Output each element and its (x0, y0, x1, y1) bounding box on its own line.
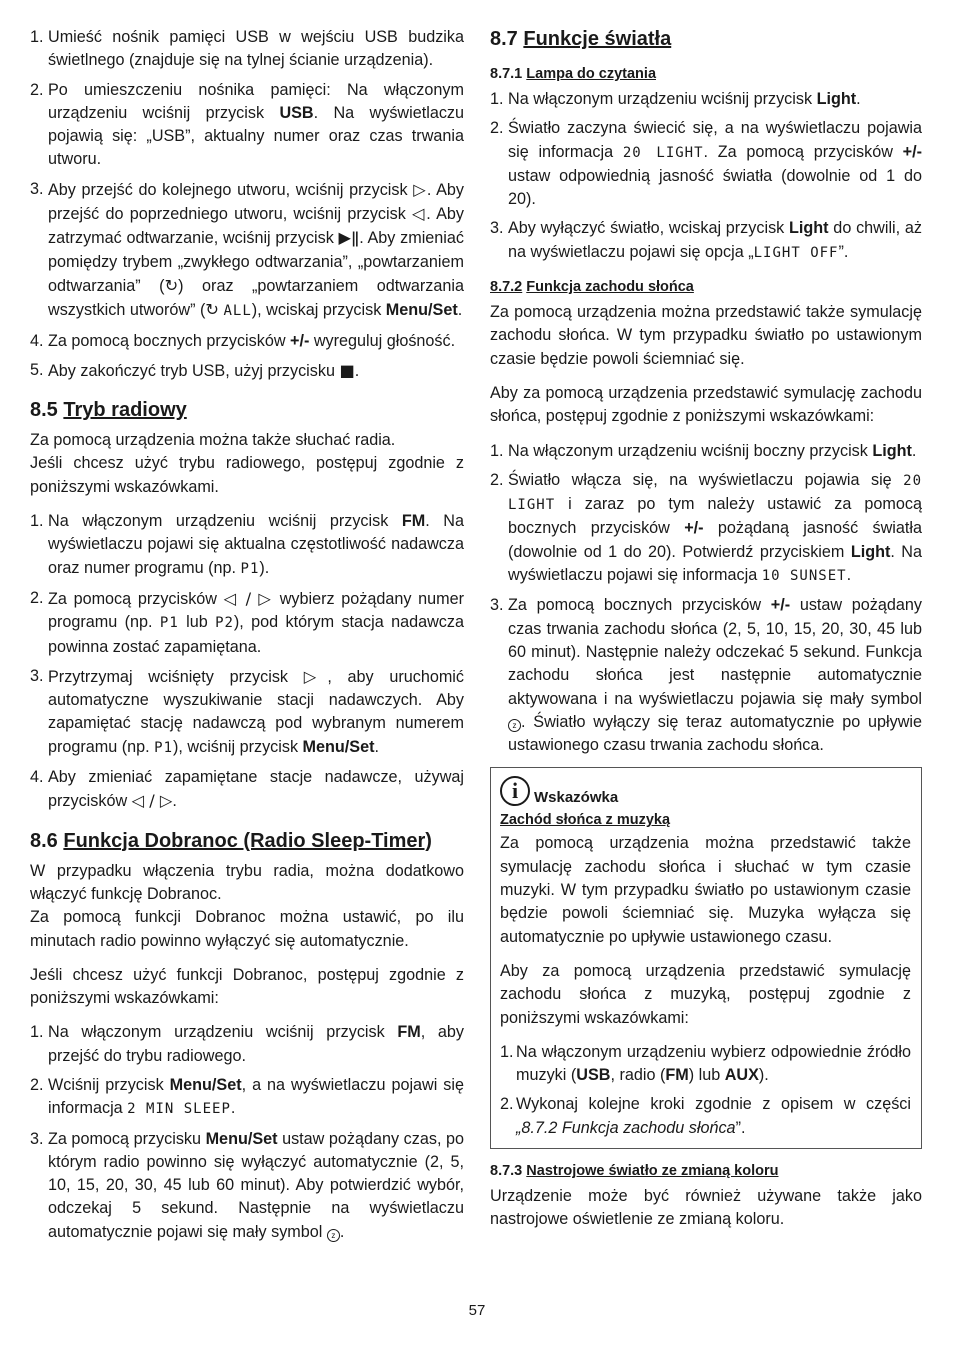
list-item: 2. Po umieszczeniu nośnika pamięci: Na włączonym urządzeniu wciśnij przycisk USB. Na wyświetlaczu pojawią się: „USB”, aktualny numer oraz czas trwania utworu. (30, 80, 465, 169)
lcd-text: 20 LIGHT (508, 472, 922, 514)
list-item: 3. Przytrzymaj wciśnięty przycisk ▷, aby uruchomić automatyczne wyszukiwanie stacji nadawczych. Aby zapamiętać stację nadawczą pod wybranym numerem programu (np. P1), wciśnij przycisk Menu/Set. (30, 666, 464, 756)
list-item: 2. Światło włącza się, na wyświetlaczu pojawia się 20 LIGHT i zaraz po tym należy ustawić za pomocą bocznych przycisków +/- pożądaną jasność światła (dowolnie od 1 do 20). Potwierdź przyciskiem Light. Na wyświetlaczu pojawi się informacja 10 SUNSET. (490, 470, 922, 585)
lcd-text: 20 LIGHT (622, 144, 704, 161)
previous-icon: ◁ (412, 204, 427, 224)
page-number: 57 (468, 1302, 486, 1319)
list-item: 1. Na włączonym urządzeniu wybierz odpowiednie źródło muzyki (USB, radio (FM) lub AUX). (500, 1042, 911, 1085)
left-column (30, 26, 464, 1250)
list-item: 1. Umieść nośnik pamięci USB w wejściu USB budzika świetlnego (znajduje się na tylnej ścianie urządzenia). (30, 28, 464, 70)
list-item: 1. Na włączonym urządzeniu wciśnij przycisk FM. Na wyświetlaczu pojawi się aktualna częstotliwość nadawcza oraz numer programu (np. P1). (30, 512, 464, 577)
paragraph: Aby za pomocą urządzenia przedstawić symulację zachodu słońca, postępuj zgodnie z poniższymi wskazówkami: (490, 383, 922, 426)
lcd-text: 10 SUNSET (761, 568, 847, 585)
lcd-text: P1 (159, 615, 179, 632)
timer-icon: z (327, 1229, 340, 1242)
subsection-heading-8-7-1: 8.7.1 Lampa do czytania (490, 66, 657, 82)
sunset-steps-list (490, 440, 922, 758)
subsection-heading-8-7-2: 8.7.2 Funkcja zachodu słońca (490, 279, 694, 296)
paragraph: Za pomocą urządzenia można przedstawić także symulację zachodu słońca. W tym przypadku światło po ustawionym czasie będzie powoli ściemniać się. (490, 303, 922, 368)
list-item: 5. Aby zakończyć tryb USB, użyj przycisku ■. (30, 360, 360, 380)
lcd-text: P2 (215, 615, 234, 632)
subsection-heading-8-7-3: 8.7.3 Nastrojowe światło ze zmianą koloru (490, 1162, 779, 1179)
list-item: 1. Na włączonym urządzeniu wciśnij przycisk Light. (490, 90, 861, 108)
lcd-text: P1 (154, 739, 174, 756)
next-icon: ▷ (413, 179, 427, 199)
note-steps-list (500, 1041, 911, 1140)
repeat-all-icon: ↻ (205, 300, 219, 320)
list-item: 2. Światło zaczyna świecić się, a na wyświetlaczu pojawia się informacja 20 LIGHT. Za pomocą przycisków +/- ustaw odpowiednią jasność światła (dowolnie od 1 do 20). (490, 119, 922, 209)
right-column (490, 26, 922, 1243)
list-item: 4. Aby zmieniać zapamiętane stacje nadawcze, używaj przycisków ◁ / ▷. (30, 768, 464, 811)
section-heading-8-6: 8.6 Funkcja Dobranoc (Radio Sleep-Timer) (30, 829, 432, 852)
lcd-text: 2 MIN SLEEP (127, 1101, 231, 1118)
note-header (500, 776, 911, 806)
note-box (490, 767, 922, 1149)
list-item: 1. Na włączonym urządzeniu wciśnij przycisk FM, aby przejść do trybu radiowego. (30, 1023, 464, 1065)
paragraph: Jeśli chcesz użyć funkcji Dobranoc, postępuj zgodnie z poniższymi wskazówkami: (30, 965, 464, 1008)
stop-icon: ■ (339, 360, 355, 380)
list-item: 4. Za pomocą bocznych przycisków +/- wyreguluj głośność. (30, 331, 456, 350)
paragraph: Za pomocą urządzenia można także słuchać radia. (30, 431, 396, 450)
play-pause-icon: ▶ǁ (338, 228, 360, 248)
sleep-steps-list (30, 1021, 464, 1244)
note-subtitle: Zachód słońca z muzyką (500, 812, 671, 829)
prev-next-icon: ◁ / ▷ (223, 588, 274, 608)
usb-steps-list (30, 26, 464, 383)
paragraph: Aby za pomocą urządzenia przedstawić symulację zachodu słońca z muzyką, postępuj zgodnie z poniższymi wskazówkami: (500, 961, 911, 1027)
radio-steps-list (30, 510, 464, 814)
paragraph: Urządzenie może być również używane także jako nastrojowe oświetlenie ze zmianą koloru. (490, 1186, 922, 1229)
list-item: 3. Za pomocą bocznych przycisków +/- ustaw pożądany czas trwania zachodu słońca (2, 5, 10, 15, 20, 30, 45 lub 60 minut). Następnie należy odczekać 5 sekund. Funkcja zachodu słońca jest następnie automatycznie aktywowana i na wyświetlaczu pojawia się mały symbol z . Światło wyłączy się teraz automatycznie po upływie ustawionego czasu trwania zachodu słońca. (490, 596, 922, 755)
list-item: 2. Za pomocą przycisków ◁ / ▷ wybierz pożądany numer programu (np. P1 lub P2), pod którym stacja nadawcza powinna zostać zapamiętana. (30, 588, 464, 656)
timer-icon: z (508, 719, 521, 732)
reading-lamp-steps-list (490, 88, 922, 265)
lcd-text: LIGHT OFF (753, 244, 839, 261)
paragraph: W przypadku włączenia trybu radia, można dodatkowo włączyć funkcję Dobranoc. (30, 861, 464, 903)
list-item: 3. Aby przejść do kolejnego utworu, wciśnij przycisk ▷. Aby przejść do poprzedniego utworu, wciśnij przycisk ◁. Aby zatrzymać odtwarzanie, wciśnij przycisk ▶ǁ. Aby zmieniać pomiędzy trybem „zwykłego odtwarzania”, „powtarzaniem odtwarzania” (↻) oraz „powtarzaniem odtwarzania wszystkich utworów” (↻ ALL), wciskaj przycisk Menu/Set. (30, 179, 465, 320)
list-item: 3. Za pomocą przycisku Menu/Set ustaw pożądany czas, po którym radio powinno się wyłączyć automatycznie (2, 5, 10, 15, 20, 30, 45 lub 60 minut). Aby potwierdzić wybór, odczekaj 5 sekund. Następnie na wyświetlaczu automatycznie pojawi się mały symbol z . (30, 1129, 464, 1241)
next-icon: ▷ (303, 666, 328, 686)
repeat-icon: ↻ (164, 275, 179, 295)
section-heading-8-5: 8.5 Tryb radiowy (30, 399, 187, 422)
note-title: Wskazówka (534, 789, 619, 807)
lcd-text: ALL (223, 303, 252, 320)
lcd-text: P1 (240, 560, 260, 577)
list-item: 2. Wciśnij przycisk Menu/Set, a na wyświetlaczu pojawi się informacja 2 MIN SLEEP. (30, 1075, 464, 1118)
list-item: 3. Aby wyłączyć światło, wciskaj przycisk Light do chwili, aż na wyświetlaczu pojawi się opcja „LIGHT OFF”. (490, 219, 922, 261)
prev-next-icon: ◁ / ▷ (131, 791, 173, 811)
paragraph: Za pomocą funkcji Dobranoc można ustawić, po ilu minutach radio powinno wyłączyć się automatycznie. (30, 908, 464, 950)
section-heading-8-7: 8.7 Funkcje światła (490, 28, 672, 50)
paragraph: Za pomocą urządzenia można przedstawić także symulację zachodu słońca i słuchać w tym czasie muzyki. W tym przypadku światło po ustawionym czasie będzie powoli ściemniać się. Muzyka wyłącza się automatycznie po upływie ustawionego czasu. (500, 834, 911, 946)
paragraph: Jeśli chcesz użyć trybu radiowego, postępuj zgodnie z poniższymi wskazówkami. (30, 454, 464, 496)
list-item: 2. Wykonaj kolejne kroki zgodnie z opisem w części „8.7.2 Funkcja zachodu słońca”. (500, 1095, 911, 1137)
list-item: 1. Na włączonym urządzeniu wciśnij boczny przycisk Light. (490, 441, 917, 460)
info-icon: i (500, 776, 530, 806)
